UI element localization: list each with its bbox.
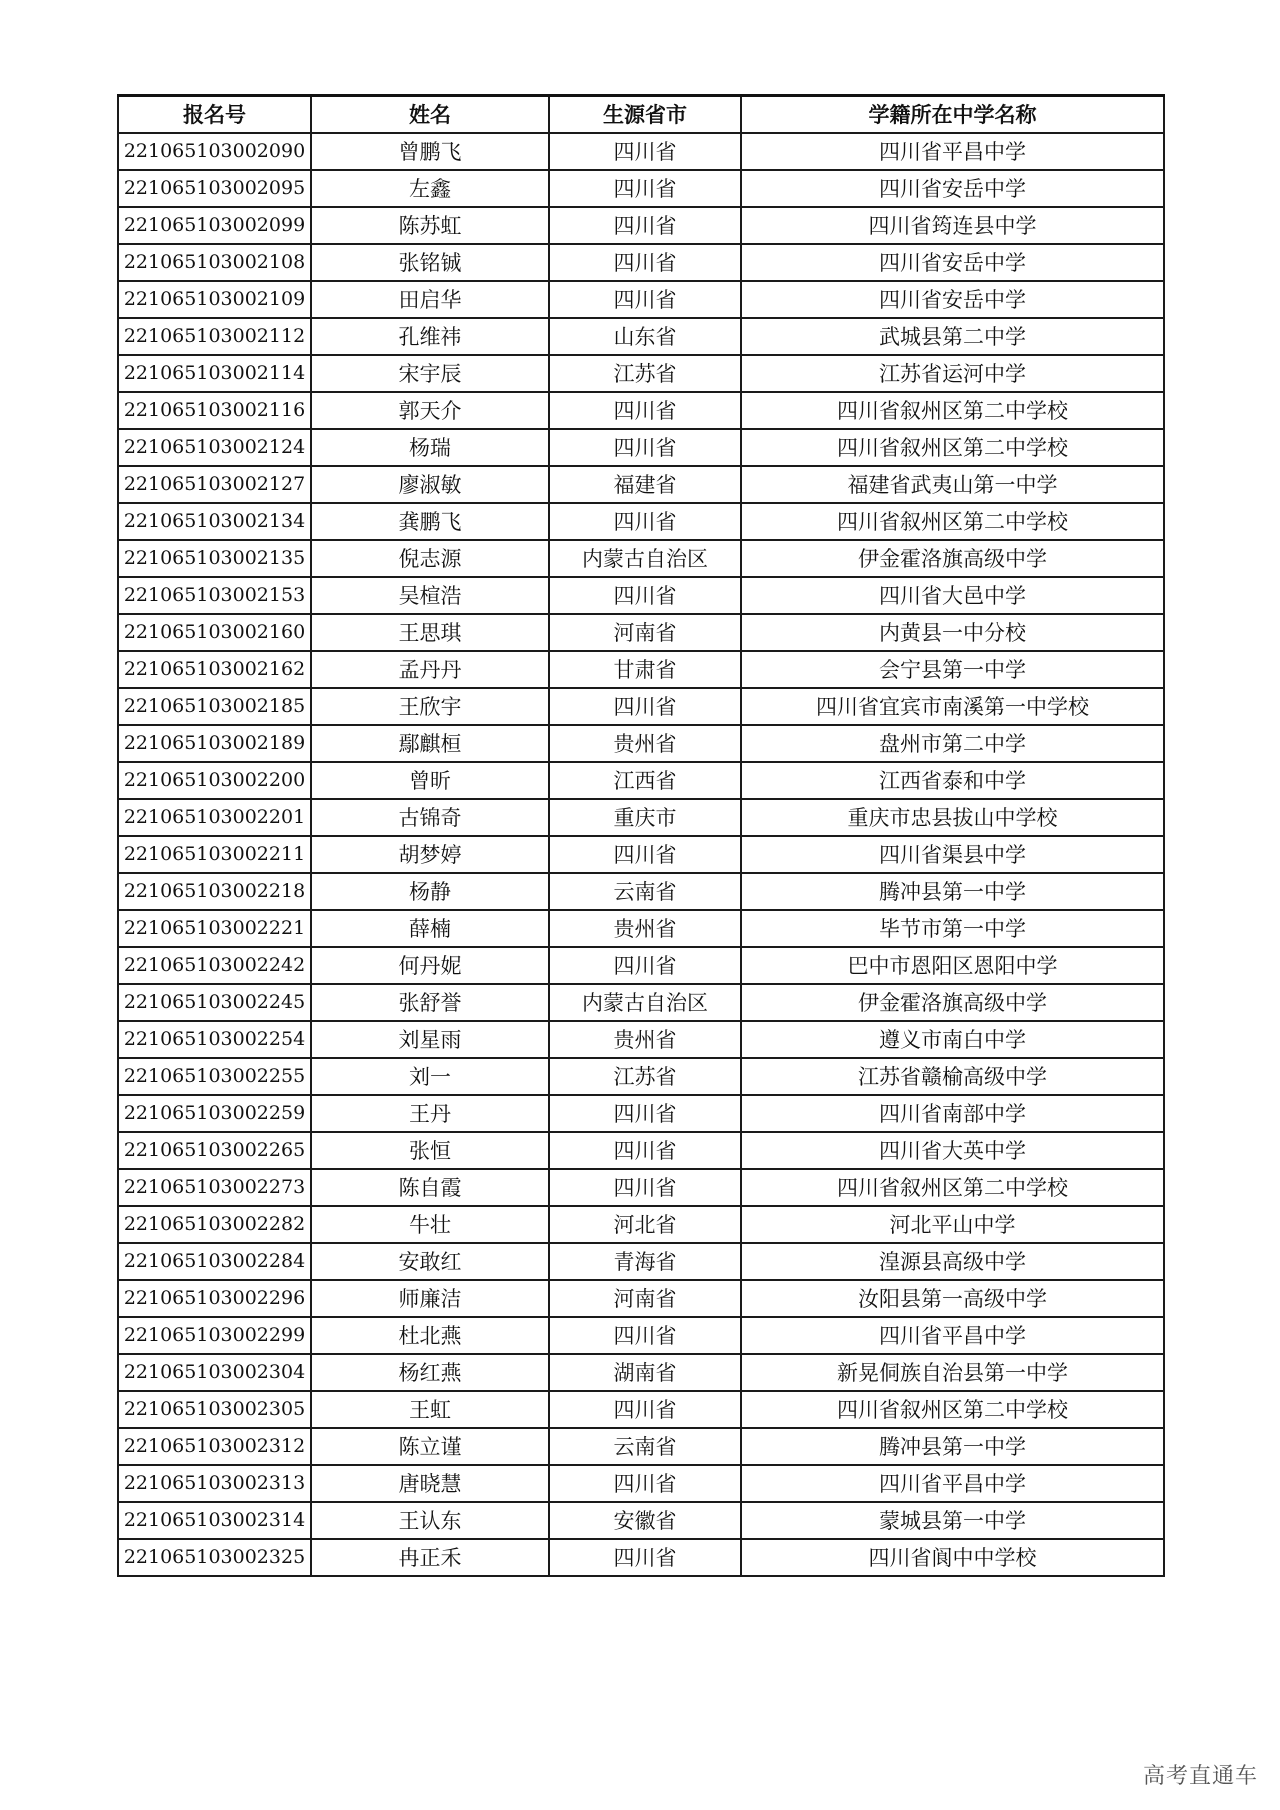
origin-province-cell: 四川省 xyxy=(549,1539,741,1576)
origin-province-cell: 江西省 xyxy=(549,762,741,799)
table-row xyxy=(118,614,1164,651)
student-name-cell: 杜北燕 xyxy=(311,1317,549,1354)
student-name-cell: 吴楦浩 xyxy=(311,577,549,614)
table-row xyxy=(118,1132,1164,1169)
table-row xyxy=(118,688,1164,725)
registration-number-cell: 221065103002162 xyxy=(118,651,311,688)
high-school-cell: 福建省武夷山第一中学 xyxy=(741,466,1164,503)
origin-province-cell: 贵州省 xyxy=(549,1021,741,1058)
table-header-row xyxy=(118,96,1164,133)
high-school-cell: 伊金霍洛旗高级中学 xyxy=(741,540,1164,577)
student-name-cell: 陈自霞 xyxy=(311,1169,549,1206)
origin-province-cell: 四川省 xyxy=(549,392,741,429)
origin-province-cell: 福建省 xyxy=(549,466,741,503)
high-school-cell: 会宁县第一中学 xyxy=(741,651,1164,688)
origin-province-cell: 四川省 xyxy=(549,1169,741,1206)
header-registration-number: 报名号 xyxy=(118,96,311,133)
high-school-cell: 武城县第二中学 xyxy=(741,318,1164,355)
registration-number-cell: 221065103002325 xyxy=(118,1539,311,1576)
origin-province-cell: 四川省 xyxy=(549,429,741,466)
table-row xyxy=(118,873,1164,910)
origin-province-cell: 河南省 xyxy=(549,614,741,651)
high-school-cell: 江西省泰和中学 xyxy=(741,762,1164,799)
registration-number-cell: 221065103002112 xyxy=(118,318,311,355)
table-row xyxy=(118,836,1164,873)
registration-number-cell: 221065103002259 xyxy=(118,1095,311,1132)
high-school-cell: 四川省平昌中学 xyxy=(741,133,1164,170)
student-name-cell: 杨瑞 xyxy=(311,429,549,466)
origin-province-cell: 云南省 xyxy=(549,873,741,910)
origin-province-cell: 四川省 xyxy=(549,1391,741,1428)
high-school-cell: 四川省叙州区第二中学校 xyxy=(741,392,1164,429)
student-name-cell: 唐晓慧 xyxy=(311,1465,549,1502)
student-name-cell: 曾昕 xyxy=(311,762,549,799)
table-row xyxy=(118,207,1164,244)
student-name-cell: 薛楠 xyxy=(311,910,549,947)
origin-province-cell: 江苏省 xyxy=(549,1058,741,1095)
registration-number-cell: 221065103002185 xyxy=(118,688,311,725)
high-school-cell: 遵义市南白中学 xyxy=(741,1021,1164,1058)
high-school-cell: 四川省筠连县中学 xyxy=(741,207,1164,244)
table-row xyxy=(118,725,1164,762)
student-name-cell: 王虹 xyxy=(311,1391,549,1428)
high-school-cell: 四川省安岳中学 xyxy=(741,170,1164,207)
high-school-cell: 腾冲县第一中学 xyxy=(741,873,1164,910)
student-name-cell: 廖淑敏 xyxy=(311,466,549,503)
high-school-cell: 四川省平昌中学 xyxy=(741,1465,1164,1502)
student-name-cell: 张舒誉 xyxy=(311,984,549,1021)
student-name-cell: 胡梦婷 xyxy=(311,836,549,873)
student-name-cell: 龚鹏飞 xyxy=(311,503,549,540)
high-school-cell: 四川省叙州区第二中学校 xyxy=(741,503,1164,540)
student-name-cell: 刘一 xyxy=(311,1058,549,1095)
table-row xyxy=(118,947,1164,984)
registration-number-cell: 221065103002304 xyxy=(118,1354,311,1391)
registration-number-cell: 221065103002245 xyxy=(118,984,311,1021)
registration-number-cell: 221065103002284 xyxy=(118,1243,311,1280)
table-body xyxy=(118,133,1164,1576)
origin-province-cell: 山东省 xyxy=(549,318,741,355)
origin-province-cell: 四川省 xyxy=(549,503,741,540)
registration-number-cell: 221065103002305 xyxy=(118,1391,311,1428)
student-name-cell: 古锦奇 xyxy=(311,799,549,836)
table-row xyxy=(118,577,1164,614)
registration-number-cell: 221065103002314 xyxy=(118,1502,311,1539)
table-row xyxy=(118,1206,1164,1243)
table-row xyxy=(118,1243,1164,1280)
origin-province-cell: 甘肃省 xyxy=(549,651,741,688)
table-row xyxy=(118,1428,1164,1465)
high-school-cell: 四川省叙州区第二中学校 xyxy=(741,429,1164,466)
student-name-cell: 曾鹏飞 xyxy=(311,133,549,170)
student-name-cell: 张恒 xyxy=(311,1132,549,1169)
table-row xyxy=(118,466,1164,503)
student-name-cell: 孔维祎 xyxy=(311,318,549,355)
origin-province-cell: 四川省 xyxy=(549,207,741,244)
origin-province-cell: 四川省 xyxy=(549,1095,741,1132)
origin-province-cell: 云南省 xyxy=(549,1428,741,1465)
table-row xyxy=(118,651,1164,688)
origin-province-cell: 江苏省 xyxy=(549,355,741,392)
registration-number-cell: 221065103002153 xyxy=(118,577,311,614)
header-name: 姓名 xyxy=(311,96,549,133)
student-name-cell: 牛壮 xyxy=(311,1206,549,1243)
origin-province-cell: 四川省 xyxy=(549,836,741,873)
student-name-cell: 鄢麒桓 xyxy=(311,725,549,762)
registration-number-cell: 221065103002312 xyxy=(118,1428,311,1465)
registration-number-cell: 221065103002254 xyxy=(118,1021,311,1058)
student-name-cell: 何丹妮 xyxy=(311,947,549,984)
registration-number-cell: 221065103002124 xyxy=(118,429,311,466)
registration-number-cell: 221065103002090 xyxy=(118,133,311,170)
high-school-cell: 盘州市第二中学 xyxy=(741,725,1164,762)
registration-number-cell: 221065103002135 xyxy=(118,540,311,577)
table-row xyxy=(118,1354,1164,1391)
registration-number-cell: 221065103002265 xyxy=(118,1132,311,1169)
registration-number-cell: 221065103002134 xyxy=(118,503,311,540)
high-school-cell: 四川省安岳中学 xyxy=(741,244,1164,281)
table-row xyxy=(118,799,1164,836)
high-school-cell: 江苏省赣榆高级中学 xyxy=(741,1058,1164,1095)
table-row xyxy=(118,355,1164,392)
table-row xyxy=(118,244,1164,281)
student-name-cell: 杨红燕 xyxy=(311,1354,549,1391)
high-school-cell: 四川省安岳中学 xyxy=(741,281,1164,318)
registration-number-cell: 221065103002299 xyxy=(118,1317,311,1354)
origin-province-cell: 四川省 xyxy=(549,133,741,170)
header-high-school: 学籍所在中学名称 xyxy=(741,96,1164,133)
registration-number-cell: 221065103002218 xyxy=(118,873,311,910)
high-school-cell: 新晃侗族自治县第一中学 xyxy=(741,1354,1164,1391)
origin-province-cell: 四川省 xyxy=(549,1465,741,1502)
registration-number-cell: 221065103002160 xyxy=(118,614,311,651)
origin-province-cell: 内蒙古自治区 xyxy=(549,540,741,577)
high-school-cell: 四川省叙州区第二中学校 xyxy=(741,1391,1164,1428)
origin-province-cell: 重庆市 xyxy=(549,799,741,836)
table-row xyxy=(118,1317,1164,1354)
high-school-cell: 巴中市恩阳区恩阳中学 xyxy=(741,947,1164,984)
high-school-cell: 四川省南部中学 xyxy=(741,1095,1164,1132)
student-name-cell: 师廉洁 xyxy=(311,1280,549,1317)
high-school-cell: 湟源县高级中学 xyxy=(741,1243,1164,1280)
student-name-cell: 杨静 xyxy=(311,873,549,910)
table-row xyxy=(118,540,1164,577)
origin-province-cell: 青海省 xyxy=(549,1243,741,1280)
high-school-cell: 重庆市忠县拔山中学校 xyxy=(741,799,1164,836)
student-name-cell: 冉正禾 xyxy=(311,1539,549,1576)
high-school-cell: 江苏省运河中学 xyxy=(741,355,1164,392)
origin-province-cell: 四川省 xyxy=(549,170,741,207)
origin-province-cell: 四川省 xyxy=(549,281,741,318)
origin-province-cell: 湖南省 xyxy=(549,1354,741,1391)
table-row xyxy=(118,133,1164,170)
table-row xyxy=(118,984,1164,1021)
table-row xyxy=(118,1465,1164,1502)
student-name-cell: 倪志源 xyxy=(311,540,549,577)
header-origin-province: 生源省市 xyxy=(549,96,741,133)
admission-list-table xyxy=(117,94,1165,1577)
table-row xyxy=(118,1539,1164,1576)
table-row xyxy=(118,503,1164,540)
table-row xyxy=(118,1058,1164,1095)
registration-number-cell: 221065103002273 xyxy=(118,1169,311,1206)
high-school-cell: 四川省大英中学 xyxy=(741,1132,1164,1169)
registration-number-cell: 221065103002200 xyxy=(118,762,311,799)
table-row xyxy=(118,1169,1164,1206)
high-school-cell: 腾冲县第一中学 xyxy=(741,1428,1164,1465)
registration-number-cell: 221065103002313 xyxy=(118,1465,311,1502)
registration-number-cell: 221065103002201 xyxy=(118,799,311,836)
student-name-cell: 王认东 xyxy=(311,1502,549,1539)
roster-sheet xyxy=(117,94,1163,1577)
origin-province-cell: 内蒙古自治区 xyxy=(549,984,741,1021)
origin-province-cell: 四川省 xyxy=(549,688,741,725)
registration-number-cell: 221065103002099 xyxy=(118,207,311,244)
origin-province-cell: 贵州省 xyxy=(549,725,741,762)
student-name-cell: 张铭铖 xyxy=(311,244,549,281)
registration-number-cell: 221065103002109 xyxy=(118,281,311,318)
high-school-cell: 四川省平昌中学 xyxy=(741,1317,1164,1354)
high-school-cell: 四川省渠县中学 xyxy=(741,836,1164,873)
student-name-cell: 孟丹丹 xyxy=(311,651,549,688)
table-row xyxy=(118,170,1164,207)
table-row xyxy=(118,1095,1164,1132)
origin-province-cell: 四川省 xyxy=(549,577,741,614)
table-row xyxy=(118,1021,1164,1058)
student-name-cell: 郭天介 xyxy=(311,392,549,429)
table-row xyxy=(118,392,1164,429)
table-row xyxy=(118,1280,1164,1317)
high-school-cell: 四川省叙州区第二中学校 xyxy=(741,1169,1164,1206)
origin-province-cell: 四川省 xyxy=(549,1132,741,1169)
registration-number-cell: 221065103002255 xyxy=(118,1058,311,1095)
student-name-cell: 王欣宇 xyxy=(311,688,549,725)
registration-number-cell: 221065103002242 xyxy=(118,947,311,984)
student-name-cell: 王思琪 xyxy=(311,614,549,651)
high-school-cell: 四川省宜宾市南溪第一中学校 xyxy=(741,688,1164,725)
registration-number-cell: 221065103002108 xyxy=(118,244,311,281)
registration-number-cell: 221065103002127 xyxy=(118,466,311,503)
student-name-cell: 安敢红 xyxy=(311,1243,549,1280)
table-row xyxy=(118,281,1164,318)
student-name-cell: 王丹 xyxy=(311,1095,549,1132)
registration-number-cell: 221065103002116 xyxy=(118,392,311,429)
high-school-cell: 汝阳县第一高级中学 xyxy=(741,1280,1164,1317)
registration-number-cell: 221065103002296 xyxy=(118,1280,311,1317)
registration-number-cell: 221065103002189 xyxy=(118,725,311,762)
origin-province-cell: 贵州省 xyxy=(549,910,741,947)
high-school-cell: 蒙城县第一中学 xyxy=(741,1502,1164,1539)
watermark-text: 高考直通车 xyxy=(1142,1764,1258,1789)
table-row xyxy=(118,1502,1164,1539)
table-row xyxy=(118,429,1164,466)
table-row xyxy=(118,318,1164,355)
origin-province-cell: 河北省 xyxy=(549,1206,741,1243)
table-row xyxy=(118,910,1164,947)
registration-number-cell: 221065103002114 xyxy=(118,355,311,392)
high-school-cell: 毕节市第一中学 xyxy=(741,910,1164,947)
registration-number-cell: 221065103002095 xyxy=(118,170,311,207)
origin-province-cell: 安徽省 xyxy=(549,1502,741,1539)
high-school-cell: 伊金霍洛旗高级中学 xyxy=(741,984,1164,1021)
origin-province-cell: 四川省 xyxy=(549,1317,741,1354)
table-row xyxy=(118,1391,1164,1428)
table-row xyxy=(118,762,1164,799)
high-school-cell: 内黄县一中分校 xyxy=(741,614,1164,651)
student-name-cell: 陈立谨 xyxy=(311,1428,549,1465)
high-school-cell: 河北平山中学 xyxy=(741,1206,1164,1243)
origin-province-cell: 四川省 xyxy=(549,947,741,984)
registration-number-cell: 221065103002282 xyxy=(118,1206,311,1243)
origin-province-cell: 四川省 xyxy=(549,244,741,281)
origin-province-cell: 河南省 xyxy=(549,1280,741,1317)
student-name-cell: 刘星雨 xyxy=(311,1021,549,1058)
student-name-cell: 左鑫 xyxy=(311,170,549,207)
registration-number-cell: 221065103002221 xyxy=(118,910,311,947)
high-school-cell: 四川省大邑中学 xyxy=(741,577,1164,614)
student-name-cell: 宋宇辰 xyxy=(311,355,549,392)
student-name-cell: 田启华 xyxy=(311,281,549,318)
student-name-cell: 陈苏虹 xyxy=(311,207,549,244)
registration-number-cell: 221065103002211 xyxy=(118,836,311,873)
high-school-cell: 四川省阆中中学校 xyxy=(741,1539,1164,1576)
